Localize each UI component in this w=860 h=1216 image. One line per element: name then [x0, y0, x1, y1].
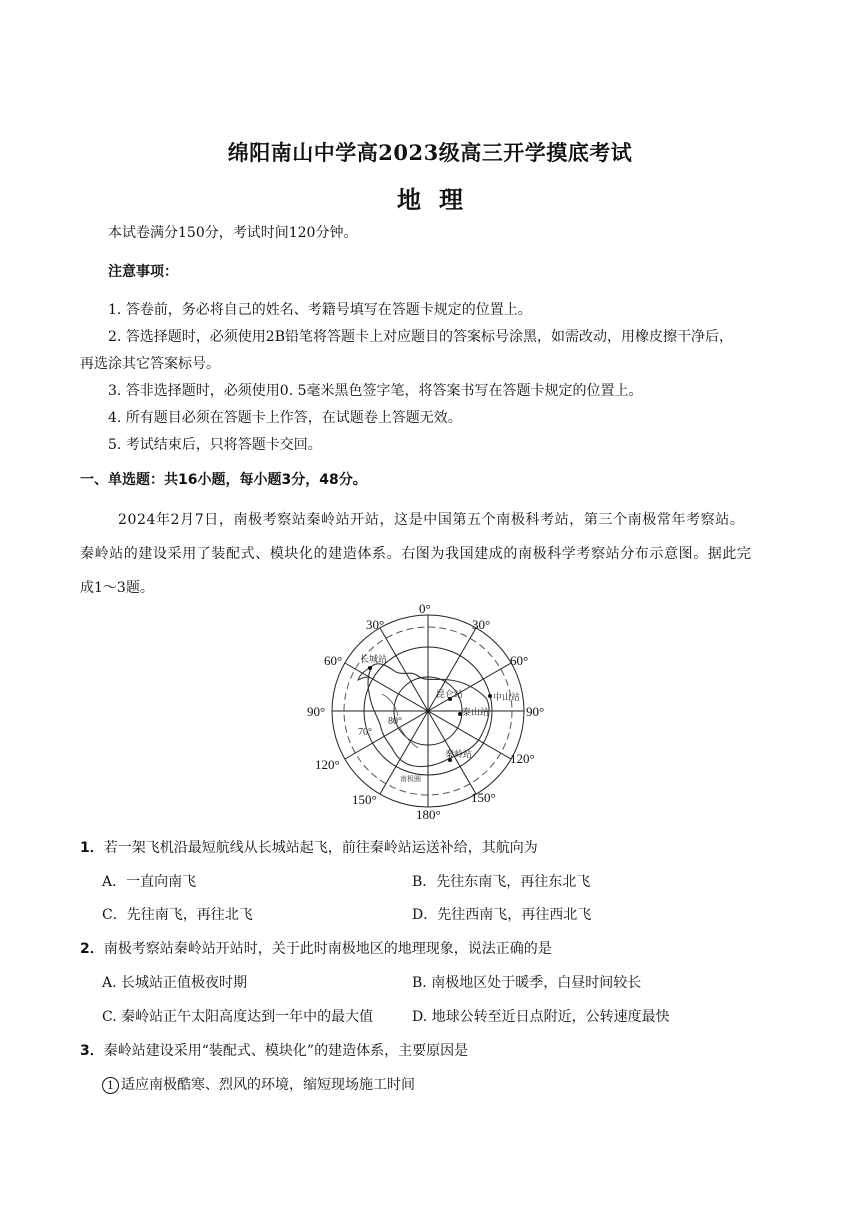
question-2 — [80, 938, 552, 958]
q1-option-a[interactable]: A．一直向南飞 — [102, 874, 197, 890]
label-30-left: 30° — [366, 617, 385, 632]
q1-option-c[interactable]: C．先往南飞，再往北飞 — [102, 907, 253, 923]
question-stem: 若一架飞机沿最短航线从长城站起飞，前往秦岭站运送补给，其航向为 — [103, 840, 538, 856]
passage-line-2: 秦岭站的建设采用了装配式、模块化的建造体系。右图为我国建成的南极科学考察站分布示意图。据此完 — [80, 546, 752, 562]
q2-option-b[interactable]: B. 南极地区处于暖季，白昼时间较长 — [412, 975, 642, 991]
zhongshan-marker — [488, 694, 492, 698]
changcheng-marker — [368, 666, 372, 670]
label-zhongshan: 中山站 — [493, 692, 521, 702]
q1-option-b[interactable]: B．先往东南飞，再往东北飞 — [412, 874, 591, 890]
label-taishan: 泰山站 — [462, 707, 490, 717]
label-90-right: 90° — [526, 704, 545, 719]
label-changcheng: 长城站 — [360, 654, 388, 664]
question-stem: 南极考察站秦岭站开站时，关于此时南极地区的地理现象，说法正确的是 — [103, 941, 552, 957]
note-item-4: 4. 所有题目必须在答题卡上作答，在试题卷上答题无效。 — [108, 410, 462, 426]
question-number: 3． — [80, 1043, 104, 1059]
note-item-1: 1. 答卷前，务必将自己的姓名、考籍号填写在答题卡规定的位置上。 — [108, 302, 532, 318]
intro-text: 本试卷满分150分，考试时间120分钟。 — [108, 225, 358, 241]
label-qinling: 秦岭站 — [445, 749, 473, 759]
q2-option-c[interactable]: C. 秦岭站正午太阳高度达到一年中的最大值 — [102, 1009, 374, 1025]
question-stem: 秦岭站建设采用“装配式、模块化”的建造体系，主要原因是 — [103, 1043, 469, 1059]
statement-text: 适应南极酷寒、烈风的环境，缩短现场施工时间 — [121, 1077, 415, 1093]
label-120-right: 120° — [510, 751, 535, 766]
label-antarctic-circle: 南极圈 — [400, 775, 421, 783]
label-0: 0° — [419, 601, 431, 616]
label-150-left: 150° — [352, 792, 377, 807]
note-item-3: 3. 答非选择题时，必须使用0. 5毫米黑色签字笔，将答案书写在答题卡规定的位置上。 — [108, 383, 643, 399]
passage-line-3: 成1～3题。 — [80, 580, 154, 596]
question-3 — [80, 1040, 468, 1060]
question-number: 1． — [80, 840, 104, 856]
label-70: 70° — [358, 727, 372, 738]
antarctic-station-map — [300, 598, 560, 824]
question-number: 2． — [80, 941, 104, 957]
q2-option-d[interactable]: D. 地球公转至近日点附近，公转速度最快 — [412, 1009, 670, 1025]
subject-title: 地理 — [397, 186, 481, 214]
label-30-right: 30° — [472, 617, 491, 632]
exam-title: 绵阳南山中学高2023级高三开学摸底考试 — [227, 140, 633, 165]
label-kunlun: 昆仑站 — [436, 689, 464, 699]
label-120-left: 120° — [315, 757, 340, 772]
section-heading: 一、单选题：共16小题，每小题3分，48分。 — [80, 472, 367, 488]
question-1 — [80, 837, 538, 857]
notes-heading: 注意事项： — [108, 264, 178, 280]
label-80: 80° — [388, 716, 402, 727]
note-item-2-cont: 再选涂其它答案标号。 — [80, 356, 220, 372]
label-150-right: 150° — [471, 790, 496, 805]
label-60-left: 60° — [324, 653, 343, 668]
label-60-right: 60° — [510, 653, 529, 668]
passage-line-1: 2024年2月7日，南极考察站秦岭站开站，这是中国第五个南极科考站，第三个南极常年考察站。 — [118, 512, 745, 528]
q1-option-d[interactable]: D．先往西南飞，再往西北飞 — [412, 907, 592, 923]
label-90-left: 90° — [307, 704, 326, 719]
label-180: 180° — [416, 807, 441, 822]
q3-statement-1 — [102, 1074, 415, 1094]
q2-option-a[interactable]: A. 长城站正值极夜时期 — [102, 975, 248, 991]
circled-number-1: 1 — [102, 1077, 119, 1094]
note-item-5: 5. 考试结束后，只将答题卡交回。 — [108, 437, 322, 453]
note-item-2: 2. 答选择题时，必须使用2B铅笔将答题卡上对应题目的答案标号涂黑，如需改动，用橡皮擦干净后， — [108, 329, 734, 345]
